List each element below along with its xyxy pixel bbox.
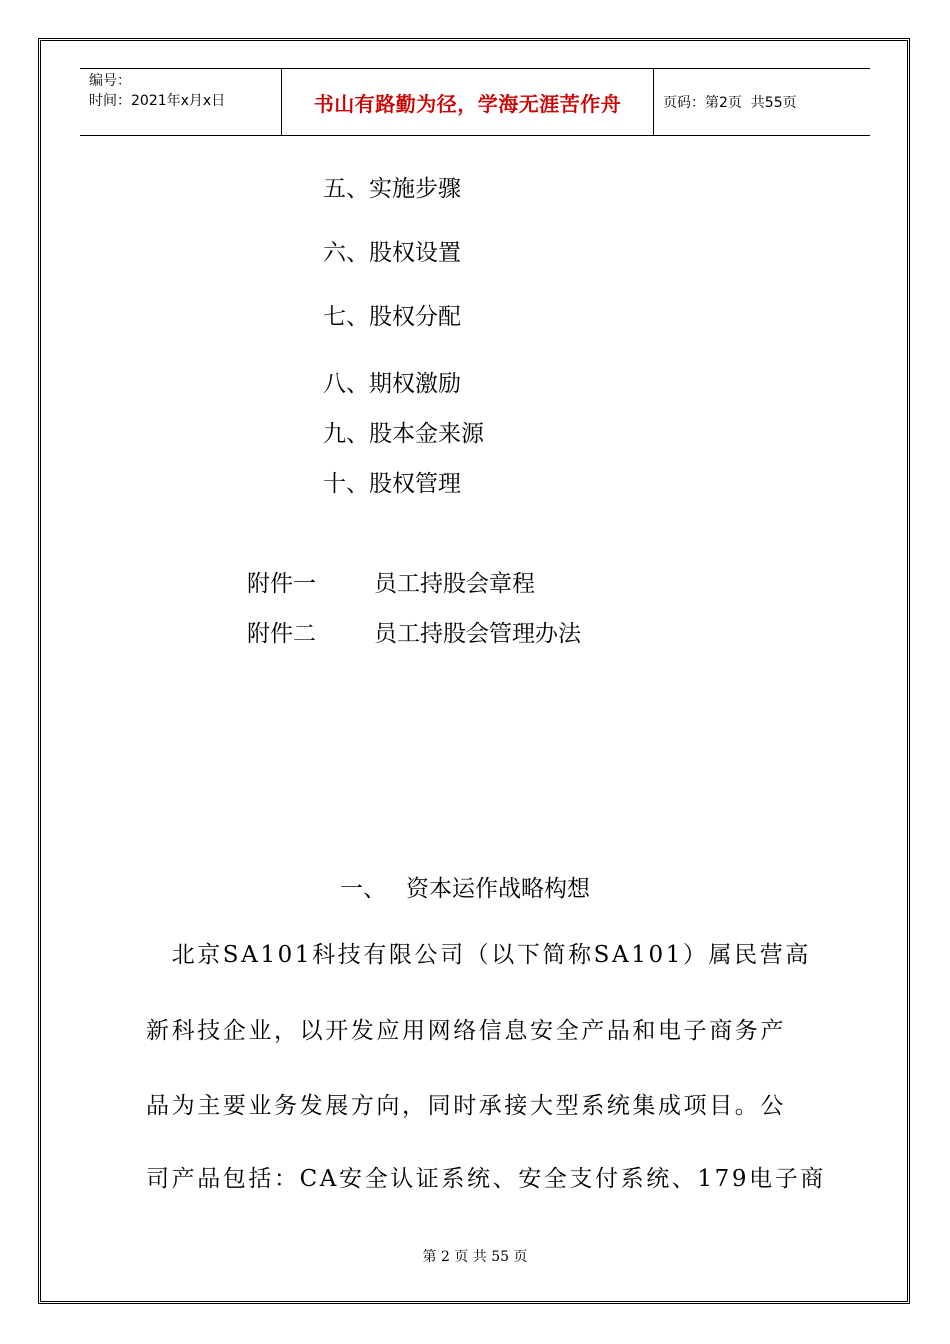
paragraph-line: 北京SA101科技有限公司（以下简称SA101）属民营高 [146,942,811,968]
attachment-title: 员工持股会章程 [374,571,535,597]
section-title-text: 资本运作战略构想 [406,876,590,902]
section-heading [340,870,590,903]
document-number-label: 编号： [89,73,131,89]
attachment-label: 附件二 [247,621,316,647]
paragraph-line: 司产品包括：CA安全认证系统、安全支付系统、179电子商 [146,1166,826,1192]
header-meta [80,69,282,135]
attachment-label: 附件一 [247,571,316,597]
section-number: 一、 [340,876,386,902]
attachment-title: 员工持股会管理办法 [374,621,581,647]
toc-item: 五、实施步骤 [323,176,461,202]
paragraph-line: 品为主要业务发展方向，同时承接大型系统集成项目。公 [146,1093,786,1119]
toc-item: 十、股权管理 [323,471,461,497]
toc-item: 九、股本金来源 [323,421,484,447]
attachment-item [247,615,581,648]
paragraph-line: 新科技企业，以开发应用网络信息安全产品和电子商务产 [146,1018,786,1044]
attachment-item [247,565,535,598]
page-header [80,68,870,136]
toc-item: 六、股权设置 [323,240,461,266]
header-motto: 书山有路勤为径，学海无涯苦作舟 [282,69,654,135]
toc-item: 八、期权激励 [323,371,461,397]
page-footer: 第 2 页 共 55 页 [422,1249,528,1265]
page-info-text: 页码：第2页 共55页 [663,95,797,111]
header-page-info [654,69,870,135]
document-time-label: 时间：2021年x月x日 [89,93,226,109]
toc-item: 七、股权分配 [323,304,461,330]
